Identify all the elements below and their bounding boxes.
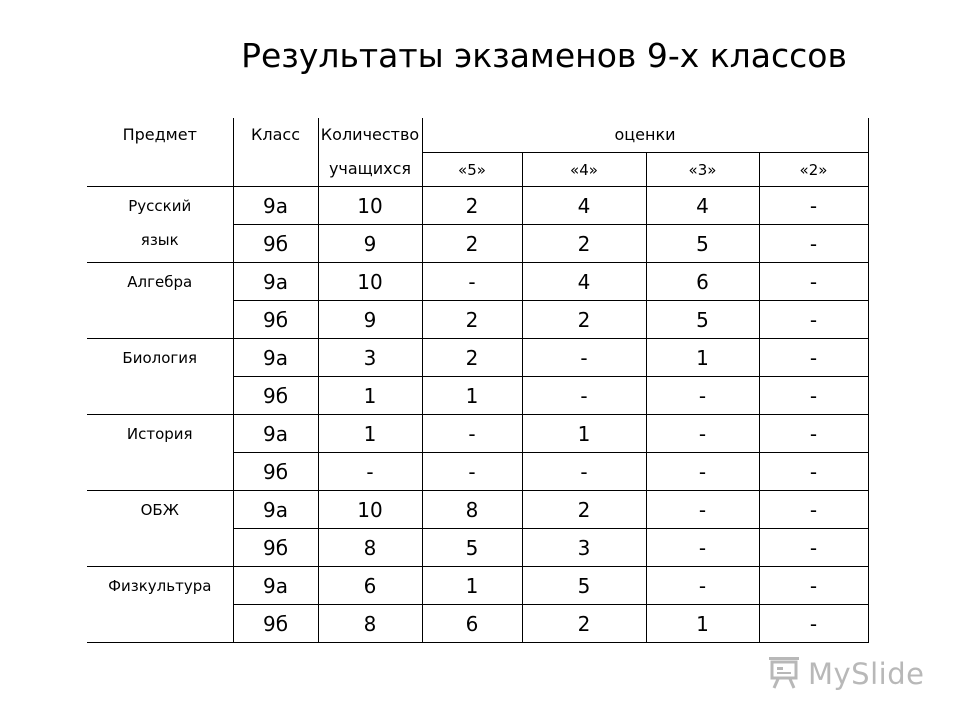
subject-line: ОБЖ bbox=[140, 501, 179, 519]
cell-grade-2: - bbox=[759, 263, 868, 301]
header-grade-3: «3» bbox=[646, 153, 759, 187]
cell-subject bbox=[87, 339, 233, 415]
table-row bbox=[87, 187, 868, 225]
watermark-text: MySlide bbox=[808, 657, 925, 691]
cell-grade-3: - bbox=[646, 377, 759, 415]
cell-grade-5: 1 bbox=[422, 567, 522, 605]
cell-subject bbox=[87, 415, 233, 491]
cell-class: 9а bbox=[233, 339, 318, 377]
cell-student-count: 6 bbox=[318, 567, 422, 605]
cell-grade-4: 4 bbox=[522, 263, 646, 301]
cell-class: 9б bbox=[233, 301, 318, 339]
table-row bbox=[87, 491, 868, 529]
cell-subject bbox=[87, 263, 233, 339]
cell-grade-2: - bbox=[759, 453, 868, 491]
cell-grade-5: 2 bbox=[422, 187, 522, 225]
cell-class: 9а bbox=[233, 187, 318, 225]
cell-class: 9б bbox=[233, 605, 318, 643]
table-row bbox=[87, 567, 868, 605]
cell-student-count: 9 bbox=[318, 225, 422, 263]
cell-grade-4: - bbox=[522, 453, 646, 491]
cell-grade-3: - bbox=[646, 491, 759, 529]
cell-grade-5: 2 bbox=[422, 339, 522, 377]
cell-student-count: 10 bbox=[318, 491, 422, 529]
cell-student-count: 1 bbox=[318, 415, 422, 453]
cell-grade-5: 8 bbox=[422, 491, 522, 529]
cell-grade-5: 2 bbox=[422, 301, 522, 339]
cell-subject bbox=[87, 187, 233, 263]
cell-grade-2: - bbox=[759, 187, 868, 225]
cell-grade-2: - bbox=[759, 529, 868, 567]
cell-student-count: - bbox=[318, 453, 422, 491]
cell-grade-4: 4 bbox=[522, 187, 646, 225]
subject-line: Биология bbox=[122, 349, 198, 367]
cell-grade-4: 2 bbox=[522, 225, 646, 263]
subject-line: Русский bbox=[128, 197, 192, 215]
cell-grade-5: 5 bbox=[422, 529, 522, 567]
cell-student-count: 1 bbox=[318, 377, 422, 415]
cell-grade-4: 1 bbox=[522, 415, 646, 453]
header-grade-5: «5» bbox=[422, 153, 522, 187]
cell-grade-3: 5 bbox=[646, 225, 759, 263]
cell-grade-2: - bbox=[759, 415, 868, 453]
cell-grade-2: - bbox=[759, 225, 868, 263]
cell-grade-2: - bbox=[759, 567, 868, 605]
cell-class: 9а bbox=[233, 415, 318, 453]
cell-grade-5: - bbox=[422, 415, 522, 453]
cell-grade-3: 1 bbox=[646, 605, 759, 643]
table-row bbox=[87, 339, 868, 377]
header-subject: Предмет bbox=[87, 118, 233, 187]
cell-grade-3: 5 bbox=[646, 301, 759, 339]
header-grade-2: «2» bbox=[759, 153, 868, 187]
cell-grade-3: - bbox=[646, 453, 759, 491]
cell-class: 9а bbox=[233, 567, 318, 605]
cell-student-count: 3 bbox=[318, 339, 422, 377]
cell-grade-3: - bbox=[646, 567, 759, 605]
header-student-count bbox=[318, 118, 422, 187]
cell-grade-4: - bbox=[522, 339, 646, 377]
header-grades: оценки bbox=[422, 118, 868, 153]
header-class: Класс bbox=[233, 118, 318, 187]
cell-grade-5: 2 bbox=[422, 225, 522, 263]
page-title: Результаты экзаменов 9-х классов bbox=[241, 36, 847, 75]
table-row bbox=[87, 415, 868, 453]
cell-grade-4: 2 bbox=[522, 491, 646, 529]
cell-student-count: 10 bbox=[318, 263, 422, 301]
header-grade-4: «4» bbox=[522, 153, 646, 187]
cell-student-count: 9 bbox=[318, 301, 422, 339]
presentation-screen-icon bbox=[766, 655, 802, 693]
cell-grade-4: 3 bbox=[522, 529, 646, 567]
cell-grade-5: 1 bbox=[422, 377, 522, 415]
cell-grade-4: 5 bbox=[522, 567, 646, 605]
cell-grade-2: - bbox=[759, 301, 868, 339]
header-row bbox=[87, 118, 868, 153]
cell-grade-3: 1 bbox=[646, 339, 759, 377]
cell-grade-2: - bbox=[759, 339, 868, 377]
cell-grade-4: - bbox=[522, 377, 646, 415]
cell-grade-4: 2 bbox=[522, 301, 646, 339]
cell-grade-5: 6 bbox=[422, 605, 522, 643]
subject-line: История bbox=[126, 425, 193, 443]
cell-grade-3: - bbox=[646, 529, 759, 567]
watermark-logo bbox=[766, 656, 924, 692]
table-row bbox=[87, 263, 868, 301]
exam-results-table bbox=[87, 118, 869, 643]
cell-class: 9а bbox=[233, 491, 318, 529]
cell-grade-3: 4 bbox=[646, 187, 759, 225]
cell-grade-2: - bbox=[759, 491, 868, 529]
cell-class: 9б bbox=[233, 529, 318, 567]
header-count-line1: Количество bbox=[320, 125, 420, 144]
cell-student-count: 8 bbox=[318, 529, 422, 567]
cell-grade-2: - bbox=[759, 605, 868, 643]
cell-grade-5: - bbox=[422, 453, 522, 491]
cell-class: 9б bbox=[233, 377, 318, 415]
cell-class: 9б bbox=[233, 453, 318, 491]
cell-subject bbox=[87, 491, 233, 567]
cell-student-count: 10 bbox=[318, 187, 422, 225]
cell-grade-3: - bbox=[646, 415, 759, 453]
cell-class: 9а bbox=[233, 263, 318, 301]
cell-subject bbox=[87, 567, 233, 643]
cell-grade-2: - bbox=[759, 377, 868, 415]
cell-class: 9б bbox=[233, 225, 318, 263]
cell-grade-5: - bbox=[422, 263, 522, 301]
cell-grade-4: 2 bbox=[522, 605, 646, 643]
subject-line: язык bbox=[140, 231, 179, 249]
header-count-line2: учащихся bbox=[328, 159, 412, 178]
cell-student-count: 8 bbox=[318, 605, 422, 643]
subject-line: Алгебра bbox=[127, 273, 193, 291]
subject-line: Физкультура bbox=[108, 577, 212, 595]
cell-grade-3: 6 bbox=[646, 263, 759, 301]
